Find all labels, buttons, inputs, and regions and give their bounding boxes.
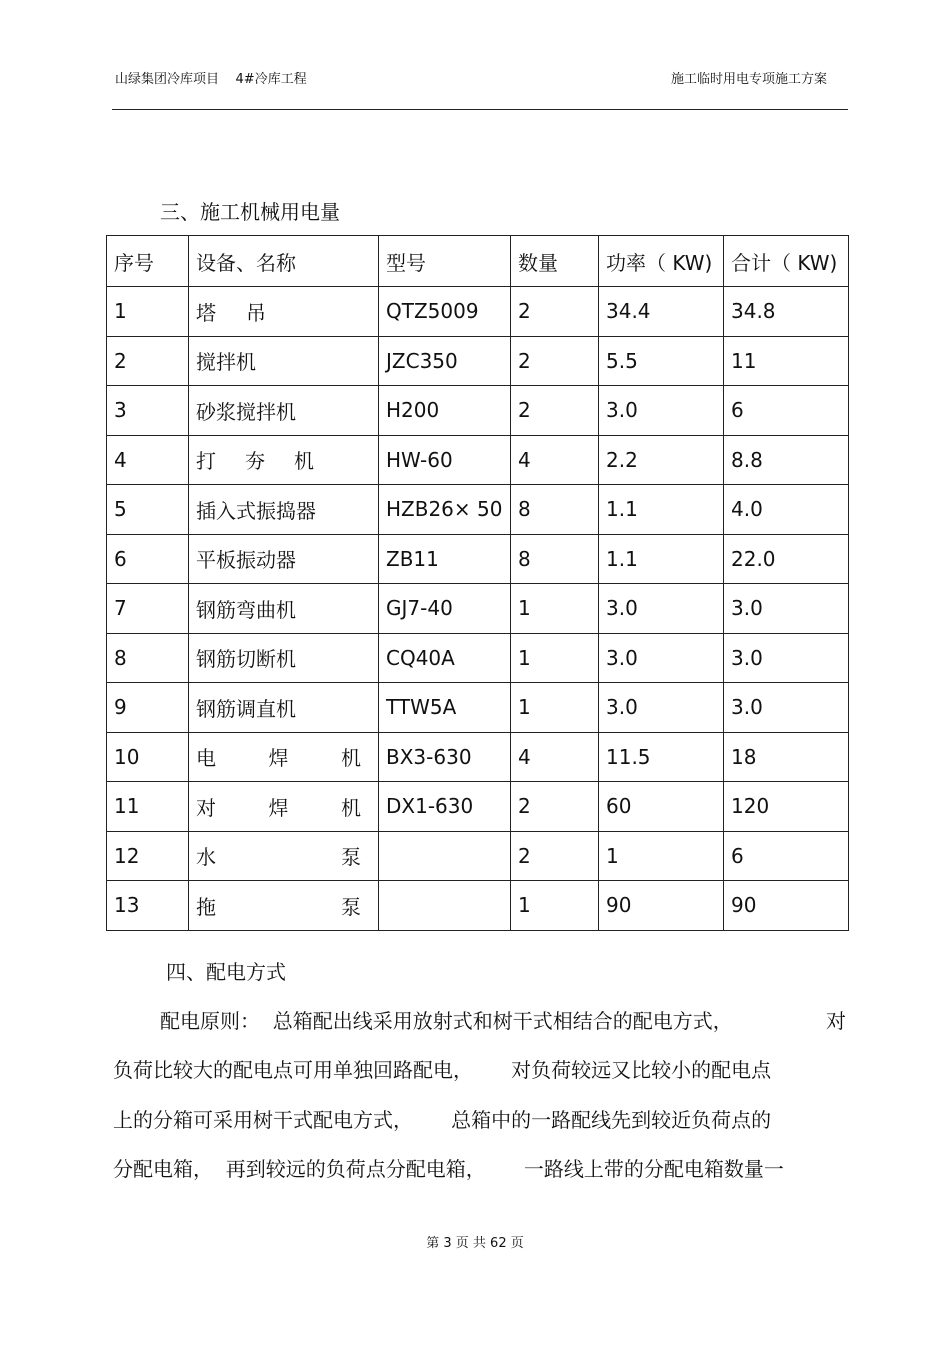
equipment-name-text: 电 焊 机 xyxy=(196,746,361,771)
cell-power: 3.0 xyxy=(599,683,724,733)
cell-quantity: 1 xyxy=(511,584,599,634)
cell-index: 9 xyxy=(107,683,189,733)
cell-index: 5 xyxy=(107,485,189,535)
header-cell-total: 合计（ KW) xyxy=(724,236,849,287)
table-row xyxy=(107,386,849,436)
table-row xyxy=(107,485,849,535)
equipment-name-text: 对 焊 机 xyxy=(196,795,361,820)
cell-quantity: 4 xyxy=(511,435,599,485)
cell-model: GJ7-40 xyxy=(379,584,511,634)
cell-equipment-name: 钢筋弯曲机 xyxy=(189,584,379,634)
paragraph-text: 配电原则： 总箱配出线采用放射式和树干式相结合的配电方式， xyxy=(160,1009,733,1033)
table-row xyxy=(107,287,849,337)
cell-quantity: 8 xyxy=(511,534,599,584)
header-cell-power: 功率（ KW) xyxy=(599,236,724,287)
cell-index: 8 xyxy=(107,633,189,683)
cell-power: 34.4 xyxy=(599,287,724,337)
equipment-power-table xyxy=(106,235,849,931)
equipment-name-text: 拖 泵 xyxy=(196,894,361,919)
table-row xyxy=(107,881,849,931)
table-row xyxy=(107,534,849,584)
cell-index: 11 xyxy=(107,782,189,832)
header-divider xyxy=(112,109,848,110)
cell-power: 1.1 xyxy=(599,534,724,584)
table-row xyxy=(107,435,849,485)
paragraph-text: 对 xyxy=(826,1009,846,1033)
paragraph-line: 负荷比较大的配电点可用单独回路配电， 对负荷较远又比较小的配电点 xyxy=(113,1058,772,1082)
cell-quantity: 8 xyxy=(511,485,599,535)
cell-power: 5.5 xyxy=(599,336,724,386)
cell-power: 3.0 xyxy=(599,386,724,436)
cell-equipment-name: 搅拌机 xyxy=(189,336,379,386)
cell-index: 3 xyxy=(107,386,189,436)
cell-power: 60 xyxy=(599,782,724,832)
header-cell-quantity: 数量 xyxy=(511,236,599,287)
cell-equipment-name: 平板振动器 xyxy=(189,534,379,584)
cell-index: 2 xyxy=(107,336,189,386)
cell-model xyxy=(379,881,511,931)
section-title-machinery-power: 三、施工机械用电量 xyxy=(160,200,340,224)
cell-total: 6 xyxy=(724,386,849,436)
cell-total: 18 xyxy=(724,732,849,782)
cell-model: H200 xyxy=(379,386,511,436)
cell-equipment-name xyxy=(189,881,379,931)
cell-index: 4 xyxy=(107,435,189,485)
cell-power: 90 xyxy=(599,881,724,931)
table-row xyxy=(107,782,849,832)
cell-total: 4.0 xyxy=(724,485,849,535)
cell-total: 11 xyxy=(724,336,849,386)
paragraph-line xyxy=(160,1005,846,1034)
cell-quantity: 4 xyxy=(511,732,599,782)
paragraph-line: 分配电箱， 再到较远的负荷点分配电箱， 一路线上带的分配电箱数量一 xyxy=(113,1157,784,1181)
cell-power: 3.0 xyxy=(599,633,724,683)
cell-equipment-name xyxy=(189,782,379,832)
equipment-name-text: 水 泵 xyxy=(196,845,361,870)
header-project: 山绿集团冷库项目 4#冷库工程 xyxy=(115,72,307,87)
page-number: 第 3 页 共 62 页 xyxy=(426,1236,524,1251)
cell-quantity: 2 xyxy=(511,386,599,436)
cell-quantity: 1 xyxy=(511,881,599,931)
table-header-row xyxy=(107,236,849,287)
header-cell-index: 序号 xyxy=(107,236,189,287)
cell-model: HZB26× 50 xyxy=(379,485,511,535)
cell-index: 12 xyxy=(107,831,189,881)
equipment-name-text: 打 夯 机 xyxy=(196,449,314,474)
header-document-title: 施工临时用电专项施工方案 xyxy=(670,72,827,87)
cell-model xyxy=(379,831,511,881)
cell-total: 22.0 xyxy=(724,534,849,584)
cell-total: 8.8 xyxy=(724,435,849,485)
cell-quantity: 2 xyxy=(511,336,599,386)
table-row xyxy=(107,831,849,881)
cell-index: 6 xyxy=(107,534,189,584)
table-row xyxy=(107,732,849,782)
cell-power: 11.5 xyxy=(599,732,724,782)
cell-quantity: 2 xyxy=(511,831,599,881)
cell-total: 90 xyxy=(724,881,849,931)
cell-model: CQ40A xyxy=(379,633,511,683)
paragraph-line: 上的分箱可采用树干式配电方式， 总箱中的一路配线先到较近负荷点的 xyxy=(113,1108,772,1132)
cell-equipment-name xyxy=(189,732,379,782)
cell-equipment-name xyxy=(189,435,379,485)
cell-model: DX1-630 xyxy=(379,782,511,832)
cell-equipment-name xyxy=(189,287,379,337)
cell-model: ZB11 xyxy=(379,534,511,584)
cell-index: 10 xyxy=(107,732,189,782)
cell-index: 1 xyxy=(107,287,189,337)
cell-equipment-name: 钢筋调直机 xyxy=(189,683,379,733)
cell-total: 3.0 xyxy=(724,633,849,683)
table-row xyxy=(107,584,849,634)
equipment-name-text: 塔 吊 xyxy=(196,300,266,325)
cell-model: HW-60 xyxy=(379,435,511,485)
cell-power: 3.0 xyxy=(599,584,724,634)
table-row xyxy=(107,336,849,386)
table-row xyxy=(107,683,849,733)
cell-model: TTW5A xyxy=(379,683,511,733)
cell-index: 7 xyxy=(107,584,189,634)
cell-equipment-name: 插入式振捣器 xyxy=(189,485,379,535)
cell-model: BX3-630 xyxy=(379,732,511,782)
cell-equipment-name: 砂浆搅拌机 xyxy=(189,386,379,436)
cell-total: 3.0 xyxy=(724,584,849,634)
cell-quantity: 1 xyxy=(511,633,599,683)
table-row xyxy=(107,633,849,683)
cell-power: 1.1 xyxy=(599,485,724,535)
cell-equipment-name: 钢筋切断机 xyxy=(189,633,379,683)
cell-total: 6 xyxy=(724,831,849,881)
cell-quantity: 2 xyxy=(511,782,599,832)
cell-equipment-name xyxy=(189,831,379,881)
cell-model: JZC350 xyxy=(379,336,511,386)
cell-quantity: 2 xyxy=(511,287,599,337)
cell-total: 120 xyxy=(724,782,849,832)
cell-index: 13 xyxy=(107,881,189,931)
cell-total: 34.8 xyxy=(724,287,849,337)
section-title-distribution-method: 四、配电方式 xyxy=(166,960,286,984)
cell-power: 1 xyxy=(599,831,724,881)
cell-quantity: 1 xyxy=(511,683,599,733)
cell-model: QTZ5009 xyxy=(379,287,511,337)
cell-total: 3.0 xyxy=(724,683,849,733)
cell-power: 2.2 xyxy=(599,435,724,485)
header-cell-model: 型号 xyxy=(379,236,511,287)
header-cell-equipment-name: 设备、名称 xyxy=(189,236,379,287)
